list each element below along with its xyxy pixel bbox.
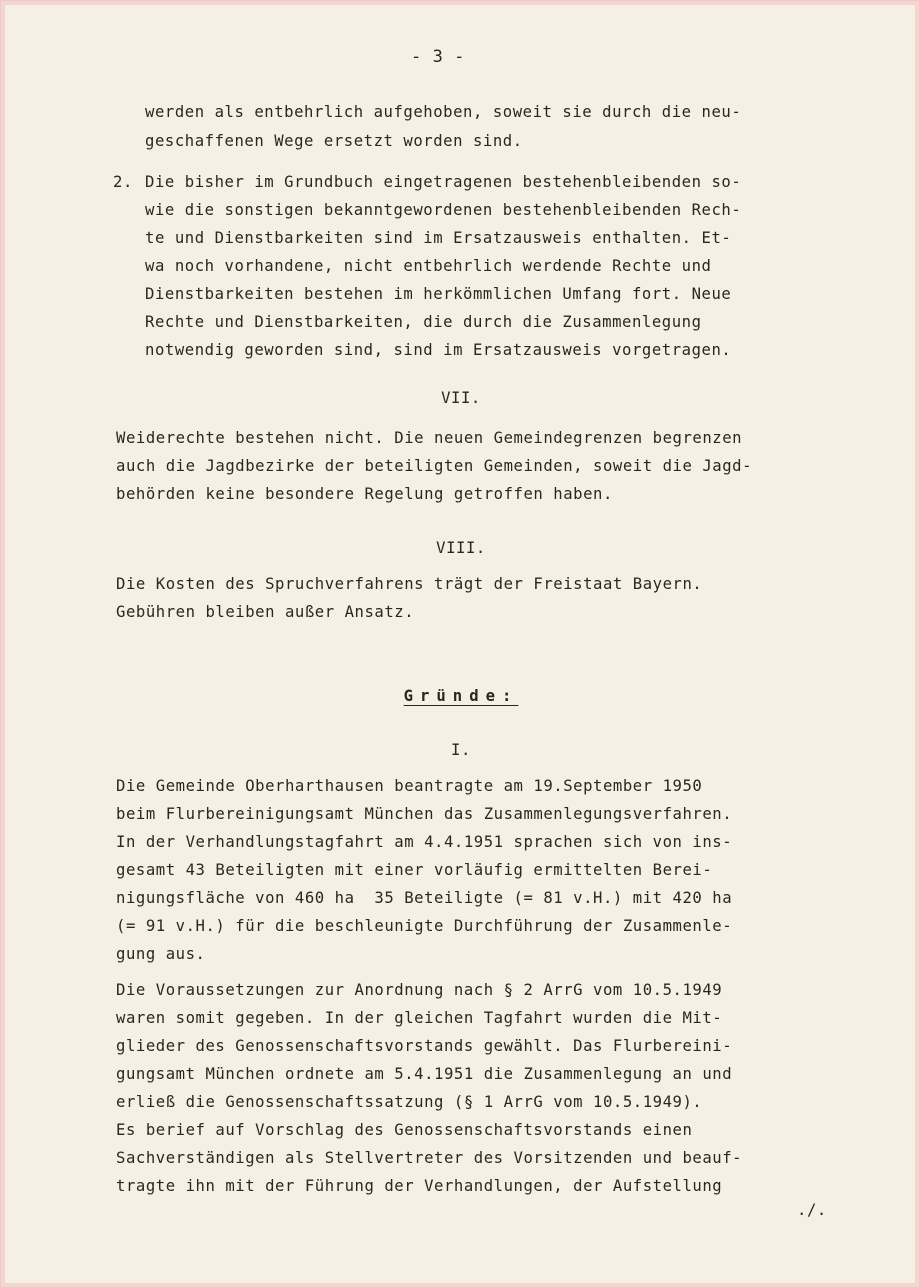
section-heading-vii: VII. (441, 389, 481, 407)
text-line: gungsamt München ordnete am 5.4.1951 die Zusammenlegung an und (116, 1065, 733, 1083)
text-line: Die bisher im Grundbuch eingetragenen bestehenbleibenden so- (145, 173, 742, 191)
text-line: glieder des Genossenschaftsvorstands gewählt. Das Flurbereini- (116, 1037, 733, 1055)
text-line: (= 91 v.H.) für die beschleunigte Durchführung der Zusammenle- (116, 917, 733, 935)
text-line: erließ die Genossenschaftssatzung (§ 1 ArrG vom 10.5.1949). (116, 1093, 703, 1111)
text-line: Die Voraussetzungen zur Anordnung nach § 2 ArrG vom 10.5.1949 (116, 981, 723, 999)
text-line: notwendig geworden sind, sind im Ersatzausweis vorgetragen. (145, 341, 732, 359)
gruende-heading: Gründe: (403, 687, 519, 705)
text-line: Rechte und Dienstbarkeiten, die durch die Zusammenlegung (145, 313, 702, 331)
text-line: te und Dienstbarkeiten sind im Ersatzausweis enthalten. Et- (145, 229, 732, 247)
text-line: Sachverständigen als Stellvertreter des Vorsitzenden und beauf- (116, 1149, 743, 1167)
text-line: wie die sonstigen bekanntgewordenen bestehenbleibenden Rech- (145, 201, 742, 219)
text-line: geschaffenen Wege ersetzt worden sind. (145, 132, 523, 150)
text-line: wa noch vorhandene, nicht entbehrlich werdende Rechte und (145, 257, 712, 275)
text-line: Die Gemeinde Oberharthausen beantragte am 19.September 1950 (116, 777, 703, 795)
section-heading-i: I. (451, 741, 471, 759)
text-line: Gebühren bleiben außer Ansatz. (116, 603, 415, 621)
page-number: - 3 - (411, 47, 465, 67)
text-line: Die Kosten des Spruchverfahrens trägt der Freistaat Bayern. (116, 575, 703, 593)
text-line: behörden keine besondere Regelung getroffen haben. (116, 485, 613, 503)
continuation-mark: ./. (797, 1201, 827, 1219)
text-line: gesamt 43 Beteiligten mit einer vorläufig ermittelten Berei- (116, 861, 713, 879)
text-line: In der Verhandlungstagfahrt am 4.4.1951 sprachen sich von ins- (116, 833, 733, 851)
text-line: werden als entbehrlich aufgehoben, soweit sie durch die neu- (145, 103, 742, 121)
text-line: nigungsfläche von 460 ha 35 Beteiligte (= 81 v.H.) mit 420 ha (116, 889, 733, 907)
text-line: auch die Jagdbezirke der beteiligten Gemeinden, soweit die Jagd- (116, 457, 753, 475)
text-line: Weiderechte bestehen nicht. Die neuen Gemeindegrenzen begrenzen (116, 429, 743, 447)
section-heading-viii: VIII. (436, 539, 486, 557)
text-line: Dienstbarkeiten bestehen im herkömmlichen Umfang fort. Neue (145, 285, 732, 303)
text-line: gung aus. (116, 945, 206, 963)
text-line: waren somit gegeben. In der gleichen Tagfahrt wurden die Mit- (116, 1009, 723, 1027)
text-line: Es berief auf Vorschlag des Genossenschaftsvorstands einen (116, 1121, 693, 1139)
text-line: beim Flurbereinigungsamt München das Zusammenlegungsverfahren. (116, 805, 733, 823)
item-number: 2. (113, 173, 133, 191)
text-line: tragte ihn mit der Führung der Verhandlungen, der Aufstellung (116, 1177, 723, 1195)
